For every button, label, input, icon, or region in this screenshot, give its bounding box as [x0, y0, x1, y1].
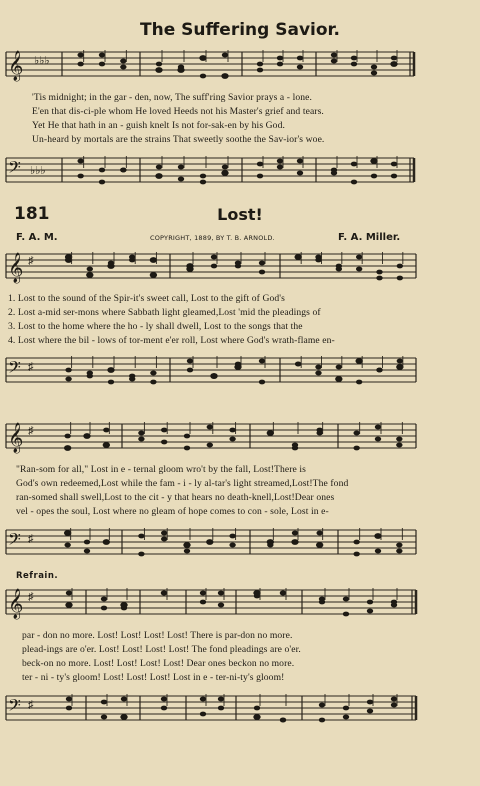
note-head [297, 159, 303, 164]
note-head [101, 715, 107, 720]
hymn-number: 181 [14, 204, 50, 224]
note-head [257, 174, 263, 179]
copyright-notice: COPYRIGHT, 1889, BY T. B. ARNOLD. [150, 234, 275, 242]
note-head [200, 56, 206, 61]
note-head [200, 174, 206, 179]
note-head [356, 255, 362, 260]
svg-text:𝄞: 𝄞 [8, 423, 24, 452]
note-head [297, 56, 303, 61]
note-head [99, 168, 105, 173]
note-head [64, 434, 70, 439]
note-head [353, 446, 359, 451]
note-head [316, 543, 322, 548]
note-head [319, 600, 325, 605]
note-head [367, 609, 373, 614]
note-head [356, 380, 362, 385]
note-head [84, 540, 90, 545]
note-head [211, 374, 217, 379]
note-head [292, 443, 298, 448]
note-head [64, 543, 70, 548]
note-head [267, 431, 273, 436]
note-head [371, 159, 377, 164]
s2-verse-4: vel - opes the soul, Lost where no gleam of hope comes to con - sole, Lost in e- [16, 506, 329, 517]
note-head [297, 65, 303, 70]
note-head [376, 276, 382, 281]
svg-text:𝄢: 𝄢 [8, 159, 21, 181]
note-head [375, 549, 381, 554]
system2-treble-staff [0, 416, 480, 456]
note-head [161, 706, 167, 711]
note-head [259, 380, 265, 385]
note-head [356, 359, 362, 364]
note-head [64, 531, 70, 536]
note-head [178, 165, 184, 170]
note-head [254, 706, 260, 711]
note-head [351, 162, 357, 167]
note-head [65, 255, 71, 260]
note-head [229, 534, 235, 539]
note-head [156, 174, 162, 179]
note-head [295, 362, 301, 367]
system3-treble-staff [0, 582, 480, 622]
note-head [187, 264, 193, 269]
note-head [211, 264, 217, 269]
note-head [121, 715, 127, 720]
note-head [367, 700, 373, 705]
upper-verse-4: Un-heard by mortals are the strains That sweetly soothe the Sav-ior's woe. [32, 134, 325, 145]
note-head [138, 552, 144, 557]
note-head [218, 603, 224, 608]
note-head [371, 65, 377, 70]
note-head [391, 174, 397, 179]
note-head [101, 606, 107, 611]
note-head [391, 697, 397, 702]
note-head [229, 543, 235, 548]
note-head [156, 62, 162, 67]
upper-hymn-title: The Suffering Savior. [140, 20, 340, 40]
s2-verse-3: ran-somed shall swell,Lost to the cit - y that hears no death-knell,Lost!Dear ones [16, 492, 335, 503]
note-head [77, 53, 83, 58]
note-head [257, 162, 263, 167]
note-head [343, 612, 349, 617]
music-credit: F. A. Miller. [338, 232, 401, 243]
note-head [367, 709, 373, 714]
note-head [99, 180, 105, 185]
system1-treble-staff [0, 246, 480, 286]
s1-verse-4: 4. Lost where the bil - lows of tor-ment e'er roll, Lost where God's wrath-flame en- [8, 335, 335, 346]
system2-bass-staff [0, 524, 480, 564]
note-head [254, 594, 260, 599]
note-head [396, 437, 402, 442]
note-head [121, 606, 127, 611]
hymn-title: Lost! [217, 205, 263, 224]
note-head [178, 65, 184, 70]
svg-text:♭♭♭: ♭♭♭ [30, 165, 46, 177]
note-head [156, 68, 162, 73]
note-head [319, 703, 325, 708]
note-head [120, 168, 126, 173]
note-head [356, 267, 362, 272]
svg-text:𝄞: 𝄞 [8, 589, 24, 618]
svg-text:𝄢: 𝄢 [8, 531, 21, 553]
note-head [391, 703, 397, 708]
s2-verse-2: God's own redeemed,Lost while the fam - i - ly al-tar's light streamed,Lost!The fond [16, 478, 349, 489]
svg-text:♭♭♭: ♭♭♭ [34, 55, 50, 67]
svg-text:𝄞: 𝄞 [8, 253, 24, 282]
system3-bass-staff [0, 690, 480, 730]
note-head [371, 174, 377, 179]
note-head [87, 273, 93, 278]
note-head [161, 440, 167, 445]
note-head [87, 267, 93, 272]
note-head [207, 443, 213, 448]
note-head [64, 446, 70, 451]
note-head [65, 368, 71, 373]
note-head [87, 374, 93, 379]
note-head [376, 270, 382, 275]
note-head [292, 531, 298, 536]
note-head [343, 597, 349, 602]
note-head [397, 276, 403, 281]
note-head [65, 377, 71, 382]
note-head [319, 718, 325, 723]
note-head [277, 159, 283, 164]
s3-verse-2: plead-ings are o'er. Lost! Lost! Lost! Lost! The fond pleadings are o'er. [22, 644, 301, 655]
note-head [316, 531, 322, 536]
note-head [235, 261, 241, 266]
note-head [229, 437, 235, 442]
note-head [207, 425, 213, 430]
note-head [257, 68, 263, 73]
note-head [66, 697, 72, 702]
note-head [178, 177, 184, 182]
note-head [77, 62, 83, 67]
note-head [200, 180, 206, 185]
s3-verse-4: ter - ni - ty's gloom! Lost! Lost! Lost! Lost in e - ter-ni-ty's gloom! [22, 672, 285, 683]
note-head [336, 377, 342, 382]
note-head [108, 380, 114, 385]
svg-text:♯: ♯ [28, 255, 34, 267]
note-head [150, 273, 156, 278]
note-head [277, 56, 283, 61]
note-head [397, 365, 403, 370]
words-credit: F. A. M. [16, 232, 58, 243]
note-head [396, 543, 402, 548]
note-head [397, 264, 403, 269]
note-head [187, 368, 193, 373]
note-head [343, 706, 349, 711]
note-head [331, 53, 337, 58]
note-head [129, 377, 135, 382]
note-head [315, 255, 321, 260]
note-head [84, 549, 90, 554]
note-head [129, 258, 135, 263]
note-head [396, 443, 402, 448]
note-head [353, 431, 359, 436]
upper-verse-1: 'Tis midnight; in the gar - den, now, The suff'ring Savior prays a - lone. [32, 92, 312, 103]
note-head [138, 437, 144, 442]
s3-verse-1: par - don no more. Lost! Lost! Lost! Lost! There is par-don no more. [22, 630, 293, 641]
note-head [222, 171, 228, 176]
note-head [218, 706, 224, 711]
note-head [99, 62, 105, 67]
note-head [184, 549, 190, 554]
note-head [280, 718, 286, 723]
note-head [353, 540, 359, 545]
refrain-label: Refrain. [16, 571, 59, 581]
note-head [315, 365, 321, 370]
note-head [343, 715, 349, 720]
note-head [222, 53, 228, 58]
note-head [375, 425, 381, 430]
note-head [331, 171, 337, 176]
note-head [161, 428, 167, 433]
upper-verse-3: Yet He that hath in an - guish knelt Is not for-sak-en by his God. [32, 120, 285, 131]
note-head [108, 261, 114, 266]
note-head [77, 159, 83, 164]
note-head [316, 428, 322, 433]
s3-verse-3: beck-on no more. Lost! Lost! Lost! Lost! Dear ones beckon no more. [22, 658, 295, 669]
note-head [211, 255, 217, 260]
s1-verse-3: 3. Lost to the home where the ho - ly shall dwell, Lost to the songs that the [8, 321, 303, 332]
note-head [353, 552, 359, 557]
note-head [218, 697, 224, 702]
note-head [200, 697, 206, 702]
note-head [66, 591, 72, 596]
note-head [397, 359, 403, 364]
upper-verse-2: E'en that dis-ci-ple whom He loved Heeds not his Master's grief and tears. [32, 106, 324, 117]
note-head [277, 62, 283, 67]
svg-text:♯: ♯ [28, 425, 34, 437]
svg-text:𝄢: 𝄢 [8, 359, 21, 381]
note-head [200, 600, 206, 605]
note-head [277, 165, 283, 170]
note-head [375, 534, 381, 539]
note-head [101, 700, 107, 705]
note-head [121, 697, 127, 702]
s2-verse-1: "Ran-som for all," Lost in e - ternal gloom wro't by the fall, Lost!There is [16, 464, 306, 475]
note-head [391, 162, 397, 167]
note-head [351, 180, 357, 185]
note-head [336, 267, 342, 272]
note-head [257, 62, 263, 67]
note-head [66, 706, 72, 711]
note-head [229, 428, 235, 433]
note-head [222, 74, 228, 79]
upper-bass-staff [0, 152, 480, 192]
note-head [280, 591, 286, 596]
note-head [391, 56, 397, 61]
note-head [376, 368, 382, 373]
note-head [84, 434, 90, 439]
svg-text:♯: ♯ [28, 533, 34, 545]
note-head [161, 697, 167, 702]
note-head [187, 359, 193, 364]
note-head [161, 591, 167, 596]
note-head [161, 537, 167, 542]
note-head [161, 531, 167, 536]
note-head [336, 365, 342, 370]
svg-text:♯: ♯ [28, 699, 34, 711]
note-head [150, 371, 156, 376]
upper-treble-staff [0, 46, 480, 86]
note-head [235, 365, 241, 370]
note-head [103, 428, 109, 433]
note-head [120, 59, 126, 64]
note-head [375, 437, 381, 442]
note-head [259, 270, 265, 275]
note-head [259, 261, 265, 266]
note-head [150, 258, 156, 263]
note-head [218, 591, 224, 596]
note-head [254, 715, 260, 720]
svg-text:♯: ♯ [28, 591, 34, 603]
note-head [77, 174, 83, 179]
note-head [222, 165, 228, 170]
note-head [351, 56, 357, 61]
note-head [156, 165, 162, 170]
note-head [103, 540, 109, 545]
note-head [295, 255, 301, 260]
note-head [259, 359, 265, 364]
note-head [184, 434, 190, 439]
svg-text:♯: ♯ [28, 361, 34, 373]
note-head [200, 74, 206, 79]
note-head [391, 600, 397, 605]
note-head [207, 540, 213, 545]
note-head [120, 65, 126, 70]
note-head [184, 543, 190, 548]
s1-verse-2: 2. Lost a-mid ser-mons where Sabbath light gleamed,Lost 'mid the pleadings of [8, 307, 321, 318]
note-head [184, 446, 190, 451]
note-head [371, 71, 377, 76]
note-head [315, 371, 321, 376]
note-head [351, 62, 357, 67]
note-head [331, 59, 337, 64]
svg-text:𝄢: 𝄢 [8, 697, 21, 719]
note-head [103, 443, 109, 448]
note-head [396, 549, 402, 554]
note-head [150, 380, 156, 385]
svg-text:𝄞: 𝄞 [8, 51, 24, 80]
note-head [297, 171, 303, 176]
note-head [138, 534, 144, 539]
note-head [108, 368, 114, 373]
note-head [200, 712, 206, 717]
note-head [101, 597, 107, 602]
s1-verse-1: 1. Lost to the sound of the Spir-it's sweet call, Lost to the gift of God's [8, 293, 285, 304]
system1-bass-staff [0, 352, 480, 392]
note-head [367, 600, 373, 605]
note-head [200, 591, 206, 596]
note-head [138, 431, 144, 436]
note-head [66, 603, 72, 608]
note-head [267, 540, 273, 545]
note-head [391, 62, 397, 67]
note-head [99, 53, 105, 58]
note-head [292, 540, 298, 545]
